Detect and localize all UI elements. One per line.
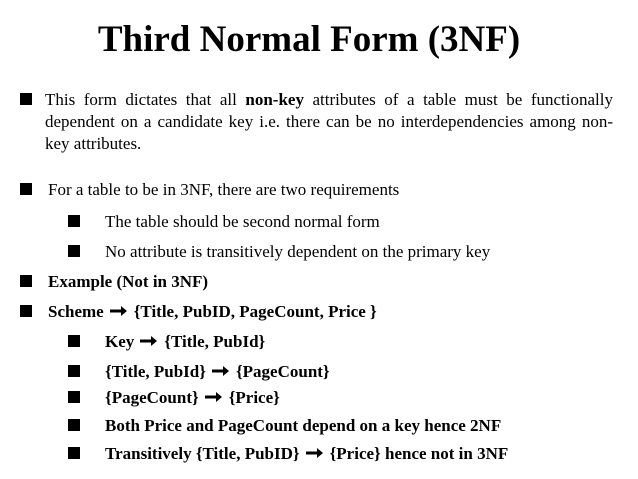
scheme-line xyxy=(48,301,377,323)
scheme-value: {Title, PubID, PageCount, Price } xyxy=(133,302,377,321)
square-bullet-icon xyxy=(68,215,80,227)
right-arrow-icon xyxy=(140,335,158,347)
requirement-item: No attribute is transitively dependent on the primary key xyxy=(105,242,491,261)
square-bullet-icon xyxy=(68,419,80,431)
right-arrow-icon xyxy=(205,391,223,403)
square-bullet-icon xyxy=(68,447,80,459)
right-arrow-icon xyxy=(110,305,128,317)
square-bullet-icon xyxy=(20,183,32,195)
square-bullet-icon xyxy=(20,305,32,317)
example-label: Example (Not in 3NF) xyxy=(48,272,209,291)
right-arrow-icon xyxy=(306,447,324,459)
scheme-item: Transitively {Title, PubID} {Price} hence not in 3NF xyxy=(105,444,509,463)
square-bullet-icon xyxy=(20,275,32,287)
requirement-item: The table should be second normal form xyxy=(105,212,380,231)
scheme-label: Scheme xyxy=(48,302,104,321)
scheme-item: Both Price and PageCount depend on a key hence 2NF xyxy=(105,416,502,435)
square-bullet-icon xyxy=(68,245,80,257)
requirements-intro: For a table to be in 3NF, there are two requirements xyxy=(48,180,400,199)
right-arrow-icon xyxy=(212,365,230,377)
square-bullet-icon xyxy=(68,335,80,347)
non-key-term: non-key xyxy=(245,90,304,109)
square-bullet-icon xyxy=(20,93,32,105)
square-bullet-icon xyxy=(68,365,80,377)
slide-title: Third Normal Form (3NF) xyxy=(97,19,521,60)
intro-paragraph: This form dictates that all non-key attributes of a table must be functionally dependent on a candidate key i.e. there can be no interdependencies among non-key attributes. xyxy=(45,90,613,153)
scheme-item: {PageCount} {Price} xyxy=(105,388,280,407)
square-bullet-icon xyxy=(68,391,80,403)
scheme-item: {Title, PubId} {PageCount} xyxy=(105,362,330,381)
scheme-item: Key {Title, PubId} xyxy=(105,332,266,351)
